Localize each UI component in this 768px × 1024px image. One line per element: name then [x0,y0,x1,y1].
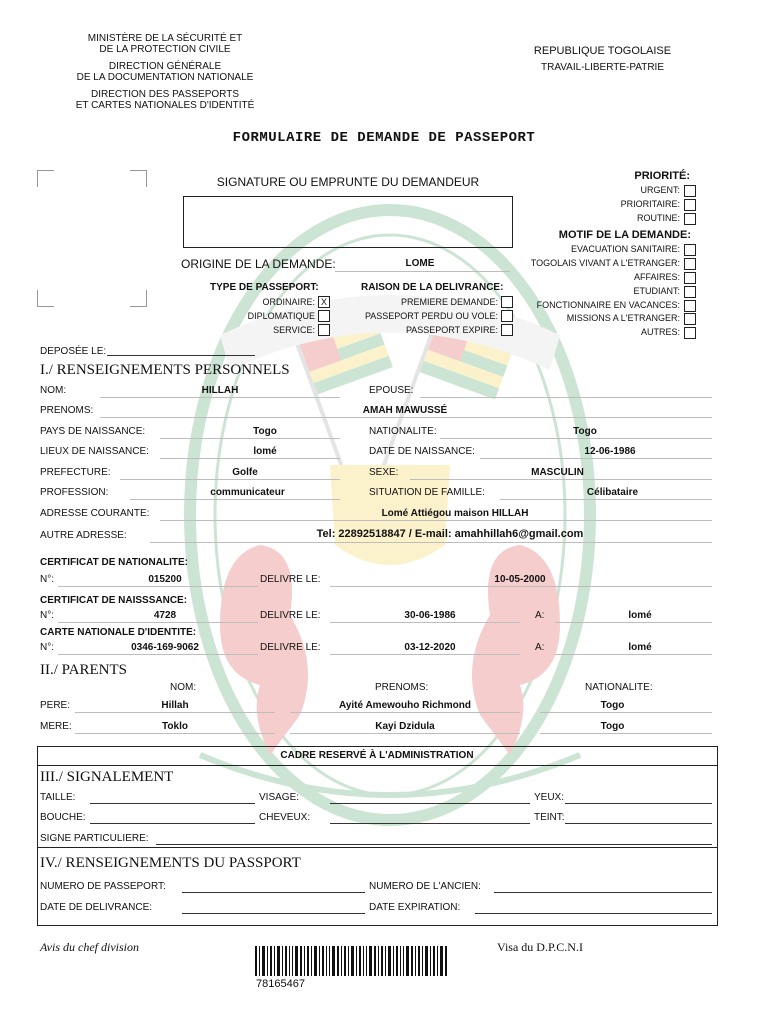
field-line [160,520,712,521]
republic-motto: TRAVAIL-LIBERTE-PATRIE [541,62,664,73]
prioritaire-checkbox[interactable] [684,199,696,211]
priority-label: URGENT: [640,185,680,195]
signe-label: SIGNE PARTICULIERE: [40,833,149,844]
header-line: ET CARTES NATIONALES D'IDENTITÉ [75,100,255,111]
date-expiration-field[interactable] [475,913,712,914]
affaires-checkbox[interactable] [684,272,696,284]
field-line [160,458,340,459]
mere-nom[interactable]: Toklo [162,721,188,732]
date-delivrance-label: DATE DE DELIVRANCE: [40,902,153,913]
cert-nationalite-date[interactable]: 10-05-2000 [494,574,546,585]
col-nom: NOM: [170,682,197,693]
motive-label: MISSIONS A L'ETRANGER: [566,313,680,323]
sexe-value[interactable]: MASCULIN [531,467,584,478]
field-line [58,622,258,623]
republic-header [510,45,695,73]
admin-title: CADRE RESERVÉ À L'ADMINISTRATION [280,750,474,761]
deposited-label: DEPOSÉE LE: [40,346,107,357]
header-line: MINISTÈRE DE LA SÉCURITÉ ET [87,33,243,44]
ordinaire-checkbox[interactable]: X [318,296,330,308]
photo-frame-corner [37,290,54,307]
header-line: DE LA PROTECTION CIVILE [99,44,231,55]
cert-a-label: A: [535,642,545,653]
field-line [330,622,520,623]
cert-naissance-date[interactable]: 30-06-1986 [404,610,456,621]
cni-title: CARTE NATIONALE D'IDENTITE: [40,627,197,638]
motive-label: AUTRES: [640,327,680,337]
profession-value[interactable]: communicateur [210,487,285,498]
admin-divider [37,765,717,766]
teint-field[interactable] [565,823,712,824]
signe-field[interactable] [156,844,712,845]
epouse-label: EPOUSE: [369,385,414,396]
profession-label: PROFESSION: [40,487,109,498]
situation-value[interactable]: Célibataire [586,487,639,498]
ancien-label: NUMERO DE L'ANCIEN: [369,881,481,892]
cert-delivered-label: DELIVRE LE: [260,642,321,653]
cheveux-field[interactable] [330,823,530,824]
sexe-label: SEXE: [369,467,399,478]
numero-label: NUMERO DE PASSEPORT: [40,881,166,892]
mere-nationalite[interactable]: Togo [600,721,625,732]
origin-value[interactable]: LOME [405,258,435,269]
header-line: DIRECTION DES PASSEPORTS [91,89,239,100]
origin-line [335,271,510,272]
diplomatique-checkbox[interactable] [318,310,330,322]
motive-label: EVACUATION SANITAIRE: [570,244,680,254]
adresse-value[interactable]: Lomé Attiégou maison HILLAH [381,508,529,519]
bouche-label: BOUCHE: [40,812,86,823]
page-title: FORMULAIRE DE DEMANDE DE PASSEPORT [232,130,536,146]
visage-field[interactable] [330,803,530,804]
taille-field[interactable] [90,803,255,804]
nom-value[interactable]: HILLAH [201,385,239,396]
teint-label: TEINT: [534,812,565,823]
pere-label: PERE: [40,700,71,711]
ancien-field[interactable] [494,892,712,893]
autre-adresse-value[interactable]: Tel: 22892518847 / E-mail: amahhillah6@gmail.com [316,528,584,540]
delivery-reason-label: PREMIERE DEMANDE: [400,297,498,307]
autre-adresse-label: AUTRE ADRESSE: [40,530,127,541]
cni-date[interactable]: 03-12-2020 [404,642,456,653]
cert-delivered-label: DELIVRE LE: [260,610,321,621]
cert-nationalite-title: CERTIFICAT DE NATIONALITE: [40,557,188,568]
pere-prenoms[interactable]: Ayité Amewouho Richmond [338,700,472,711]
cert-delivered-label: DELIVRE LE: [260,574,321,585]
col-prenoms: PRENOMS: [375,682,429,693]
bouche-field[interactable] [90,823,255,824]
nom-label: NOM: [40,385,67,396]
cert-naissance-no[interactable]: 4728 [153,610,177,621]
cert-a-label: A: [535,610,545,621]
evacuation-checkbox[interactable] [684,244,696,256]
field-line [330,586,712,587]
photo-frame-corner [130,170,147,187]
field-line [130,499,340,500]
section1-title: I./ RENSEIGNEMENTS PERSONNELS [40,362,290,378]
ministry-header [60,33,270,111]
yeux-field[interactable] [565,803,712,804]
missions-checkbox[interactable] [684,313,696,325]
delivery-reason-label: PASSEPORT EXPIRE: [405,325,498,335]
col-nationalite: NATIONALITE: [585,682,653,693]
field-line [480,458,712,459]
numero-field[interactable] [182,892,365,893]
visa-label: Visa du D.P.C.N.I [497,940,583,954]
routine-checkbox[interactable] [684,213,696,225]
nationalite-label: NATIONALITE: [369,426,437,437]
date-expiration-label: DATE EXPIRATION: [369,902,461,913]
field-line [75,733,275,734]
delivery-reason-label: PASSEPORT PERDU OU VOLE: [364,311,498,321]
cni-place[interactable]: lomé [628,642,652,653]
cert-naissance-title: CERTIFICAT DE NAISSSANCE: [40,595,188,606]
barcode [255,946,450,976]
field-line [150,542,712,543]
togolais-etranger-checkbox[interactable] [684,258,696,270]
situation-label: SITUATION DE FAMILLE: [369,487,485,498]
yeux-label: YEUX: [534,792,565,803]
cert-no-label: N°: [40,642,54,653]
field-line [100,397,340,398]
passport-type-label: ORDINAIRE: [262,297,315,307]
visage-label: VISAGE: [259,792,300,803]
signature-label: SIGNATURE OU EMPRUNTE DU DEMANDEUR [216,175,480,189]
field-line [330,654,520,655]
adresse-label: ADRESSE COURANTE: [40,508,150,519]
origin-label: ORIGINE DE LA DEMANDE: [181,257,336,271]
section4-title: IV./ RENSEIGNEMENTS DU PASSPORT [40,855,301,871]
priority-title: PRIORITÉ: [634,170,690,182]
motive-title: MOTIF DE LA DEMANDE: [558,229,691,241]
header-line: DE LA DOCUMENTATION NATIONALE [76,72,254,83]
passport-type-label: SERVICE: [273,325,315,335]
prenoms-label: PRENOMS: [40,405,94,416]
field-line [58,654,258,655]
field-line [500,499,712,500]
field-line [120,479,340,480]
field-line [540,712,712,713]
urgent-checkbox[interactable] [684,185,696,197]
motive-label: AFFAIRES: [633,272,680,282]
field-line [75,712,275,713]
republic-name: REPUBLIQUE TOGOLAISE [533,45,672,57]
lieux-value[interactable]: lomé [253,446,277,457]
field-line [555,654,712,655]
prefecture-label: PREFECTURE: [40,467,111,478]
service-checkbox[interactable] [318,324,330,336]
mere-label: MERE: [40,721,72,732]
cert-naissance-place[interactable]: lomé [628,610,652,621]
field-line [160,438,340,439]
prenoms-value[interactable]: AMAH MAWUSSÉ [362,405,448,416]
delivery-reason-title: RAISON DE LA DELIVRANCE: [361,282,504,293]
motive-label: FONCTIONNAIRE EN VACANCES: [536,300,680,310]
avis-label: Avis du chef division [40,940,139,954]
passport-type-label: DIPLOMATIQUE [247,311,315,321]
field-line [555,622,712,623]
field-line [290,733,520,734]
header-line: DIRECTION GÉNÉRALE [108,61,222,72]
field-line [540,733,712,734]
field-line [440,438,712,439]
section3-title: III./ SIGNALEMENT [40,769,174,785]
cert-nationalite-no[interactable]: 015200 [148,574,182,585]
pays-value[interactable]: Togo [253,426,277,437]
priority-label: ROUTINE: [636,213,680,223]
motive-label: ETUDIANT: [633,286,680,296]
cni-no[interactable]: 0346-169-9062 [131,642,199,653]
fonctionnaire-checkbox[interactable] [684,300,696,312]
date-naissance-label: DATE DE NAISSANCE: [369,446,475,457]
pere-nom[interactable]: Hillah [161,700,189,711]
admin-divider [37,847,717,848]
photo-frame-corner [37,170,54,187]
pays-label: PAYS DE NAISSANCE: [40,426,146,437]
section2-title: II./ PARENTS [40,662,127,678]
taille-label: TAILLE: [40,792,76,803]
cheveux-label: CHEVEUX: [259,812,311,823]
etudiant-checkbox[interactable] [684,286,696,298]
cert-no-label: N°: [40,610,54,621]
cert-no-label: N°: [40,574,54,585]
passport-type-title: TYPE DE PASSEPORT: [210,282,319,293]
barcode-number: 78165467 [256,978,305,990]
epouse-field[interactable] [420,397,712,398]
priority-label: PRIORITAIRE: [620,199,680,209]
field-line [100,417,712,418]
date-delivrance-field[interactable] [182,913,365,914]
field-line [290,712,520,713]
motive-label: TOGOLAIS VIVANT A L'ETRANGER: [530,258,680,268]
pere-nationalite[interactable]: Togo [600,700,625,711]
mere-prenoms[interactable]: Kayi Dzidula [375,721,435,732]
photo-frame-corner [130,290,147,307]
autres-checkbox[interactable] [684,327,696,339]
field-line [58,586,258,587]
nationalite-value[interactable]: Togo [573,426,597,437]
lieux-label: LIEUX DE NAISSANCE: [40,446,149,457]
date-naissance-value[interactable]: 12-06-1986 [584,446,636,457]
deposited-field[interactable] [107,355,255,356]
prefecture-value[interactable]: Golfe [232,467,258,478]
signature-box[interactable] [183,196,513,248]
field-line [410,479,712,480]
